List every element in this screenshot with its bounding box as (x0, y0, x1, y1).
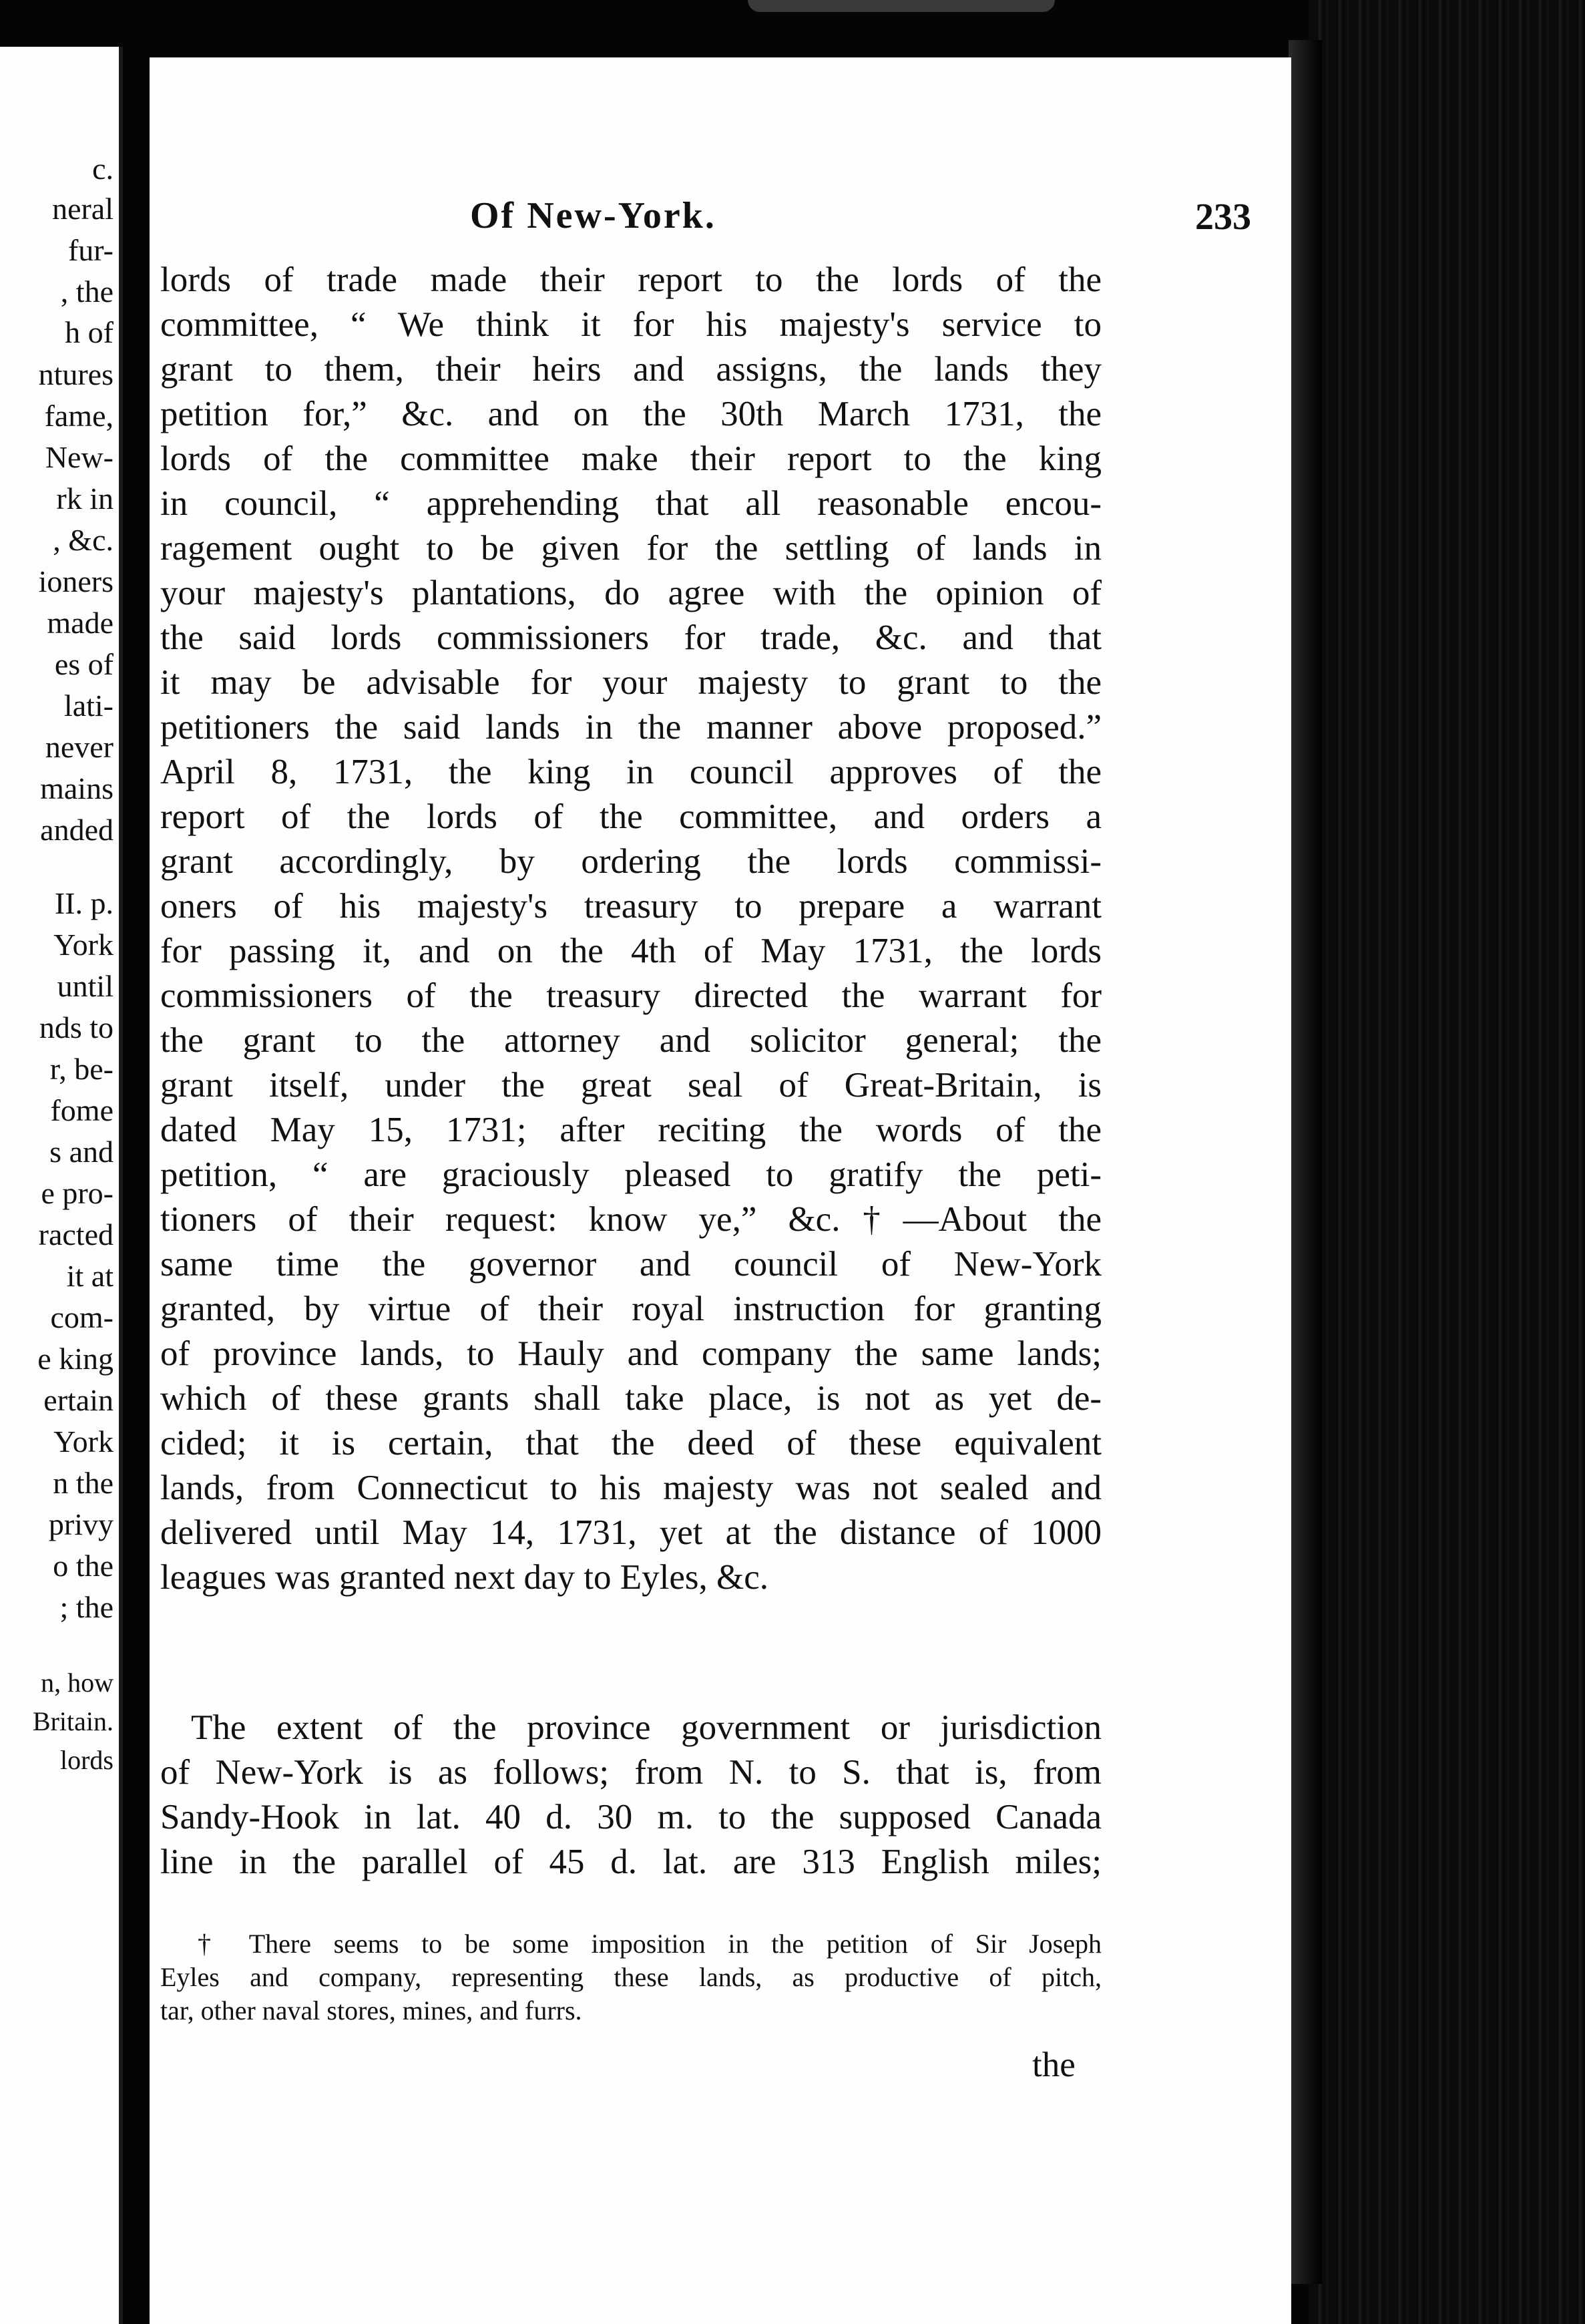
text-line: of province lands, to Hauly and company the same lands; (160, 1334, 1102, 1373)
text-line: it may be advisable for your majesty to grant to the (160, 663, 1102, 702)
facing-page-text: e king (37, 1342, 114, 1376)
text-line: the grant to the attorney and solicitor general; the (160, 1021, 1102, 1060)
text-line: grant itself, under the great seal of Great-Britain, is (160, 1066, 1102, 1105)
facing-page-text: lords (60, 1745, 114, 1775)
facing-page-text: never (45, 730, 114, 764)
text-line: commissioners of the treasury directed the warrant for (160, 976, 1102, 1015)
footnote-line: Eyles and company, representing these lands, as productive of pitch, (160, 1962, 1102, 1992)
book-binding (1309, 0, 1585, 2324)
text-line: Sandy-Hook in lat. 40 d. 30 m. to the supposed Canada (160, 1798, 1102, 1836)
text-line: petitioners the said lands in the manner above proposed.” (160, 708, 1102, 747)
text-line: lords of the committee make their report to the king (160, 439, 1102, 478)
footnote (160, 1927, 1102, 2027)
text-line: the said lords commissioners for trade, &c. and that (160, 618, 1102, 657)
text-line: in council, “ apprehending that all reasonable encou- (160, 484, 1102, 523)
facing-page-text: lati- (63, 689, 114, 723)
facing-page-text: ertain (43, 1383, 114, 1417)
paragraph-2 (160, 1706, 1102, 1885)
facing-page-text: es of (54, 647, 114, 681)
page-header (150, 194, 1291, 241)
footnote-line: tar, other naval stores, mines, and furrs. (160, 1995, 582, 2025)
facing-page-text: , &c. (53, 523, 114, 557)
text-line: report of the lords of the committee, and orders a (160, 797, 1102, 836)
facing-page-text: privy (48, 1507, 114, 1541)
facing-page-text: com- (50, 1300, 114, 1334)
paragraph-1 (160, 258, 1102, 1600)
facing-page-text: o the (53, 1549, 114, 1583)
text-line: ragement ought to be given for the settling of lands in (160, 529, 1102, 568)
facing-page-text: h of (65, 315, 114, 349)
text-line: cided; it is certain, that the deed of these equivalent (160, 1424, 1102, 1463)
text-line: The extent of the province government or jurisdiction (191, 1708, 1102, 1747)
text-line: petition, “ are graciously pleased to gratify the peti- (160, 1155, 1102, 1194)
text-line: granted, by virtue of their royal instruction for granting (160, 1290, 1102, 1328)
text-line: petition for,” &c. and on the 30th March 1731, the (160, 395, 1102, 433)
text-line: grant to them, their heirs and assigns, the lands they (160, 350, 1102, 389)
text-line: same time the governor and council of New-York (160, 1245, 1102, 1284)
facing-page-text: ; the (59, 1590, 114, 1624)
facing-page-text: n, how (41, 1668, 114, 1698)
facing-page-text: fame, (44, 399, 114, 433)
book-page (150, 57, 1291, 2324)
facing-page-text: made (47, 606, 114, 640)
text-line: leagues was granted next day to Eyles, &c. (160, 1558, 769, 1597)
facing-page-text: c. (92, 152, 114, 186)
text-line: line in the parallel of 45 d. lat. are 313 English miles; (160, 1843, 1102, 1881)
facing-page-text: neral (52, 192, 114, 226)
text-line: lords of trade made their report to the lords of the (160, 260, 1102, 299)
running-title: Of New-York. (470, 195, 716, 236)
facing-page-text: it at (66, 1259, 114, 1293)
facing-page-fragment (0, 47, 123, 2324)
facing-page-text: until (57, 969, 114, 1003)
facing-page-text: ntures (38, 357, 114, 391)
text-line: for passing it, and on the 4th of May 1731, the lords (160, 932, 1102, 970)
text-line: lands, from Connecticut to his majesty was not sealed and (160, 1469, 1102, 1507)
facing-page-text: racted (38, 1217, 114, 1251)
facing-page-text: r, be- (49, 1052, 114, 1086)
scan-smudge (748, 0, 1055, 12)
text-line: April 8, 1731, the king in council approves of the (160, 753, 1102, 791)
facing-page-text: fome (50, 1093, 114, 1127)
text-line: dated May 15, 1731; after reciting the words of the (160, 1111, 1102, 1149)
text-line: oners of his majesty's treasury to prepare a warrant (160, 887, 1102, 926)
facing-page-text: New- (45, 440, 114, 474)
facing-page-text: II. p. (54, 886, 114, 920)
facing-page-text: , the (60, 274, 114, 309)
text-line: committee, “ We think it for his majesty's service to (160, 305, 1102, 344)
text-line: your majesty's plantations, do agree with the opinion of (160, 574, 1102, 612)
text-line: delivered until May 14, 1731, yet at the distance of 1000 (160, 1513, 1102, 1552)
facing-page-text: rk in (56, 481, 114, 516)
facing-page-text: anded (40, 813, 114, 847)
text-line: tioners of their request: know ye,” &c.†—About the (160, 1200, 1102, 1239)
facing-page-text: e pro- (41, 1176, 114, 1210)
facing-page-text: York (53, 928, 114, 962)
text-line: which of these grants shall take place, is not as yet de- (160, 1379, 1102, 1418)
facing-page-text: fur- (67, 233, 114, 267)
facing-page-text: s and (49, 1135, 114, 1169)
text-line: grant accordingly, by ordering the lords commissi- (160, 842, 1102, 881)
catchword: the (1032, 2046, 1076, 2084)
facing-page-text: mains (40, 771, 114, 805)
facing-page-text: York (53, 1424, 114, 1459)
page-edge-shadow (1289, 40, 1322, 2284)
page-number: 233 (1195, 196, 1251, 238)
facing-page-text: nds to (39, 1010, 114, 1044)
facing-page-text: Britain. (32, 1706, 114, 1736)
facing-page-text: n the (53, 1466, 114, 1500)
text-line: of New-York is as follows; from N. to S. that is, from (160, 1753, 1102, 1792)
facing-page-text: ioners (38, 564, 114, 598)
footnote-line: † There seems to be some imposition in the petition of Sir Joseph (198, 1929, 1102, 1959)
